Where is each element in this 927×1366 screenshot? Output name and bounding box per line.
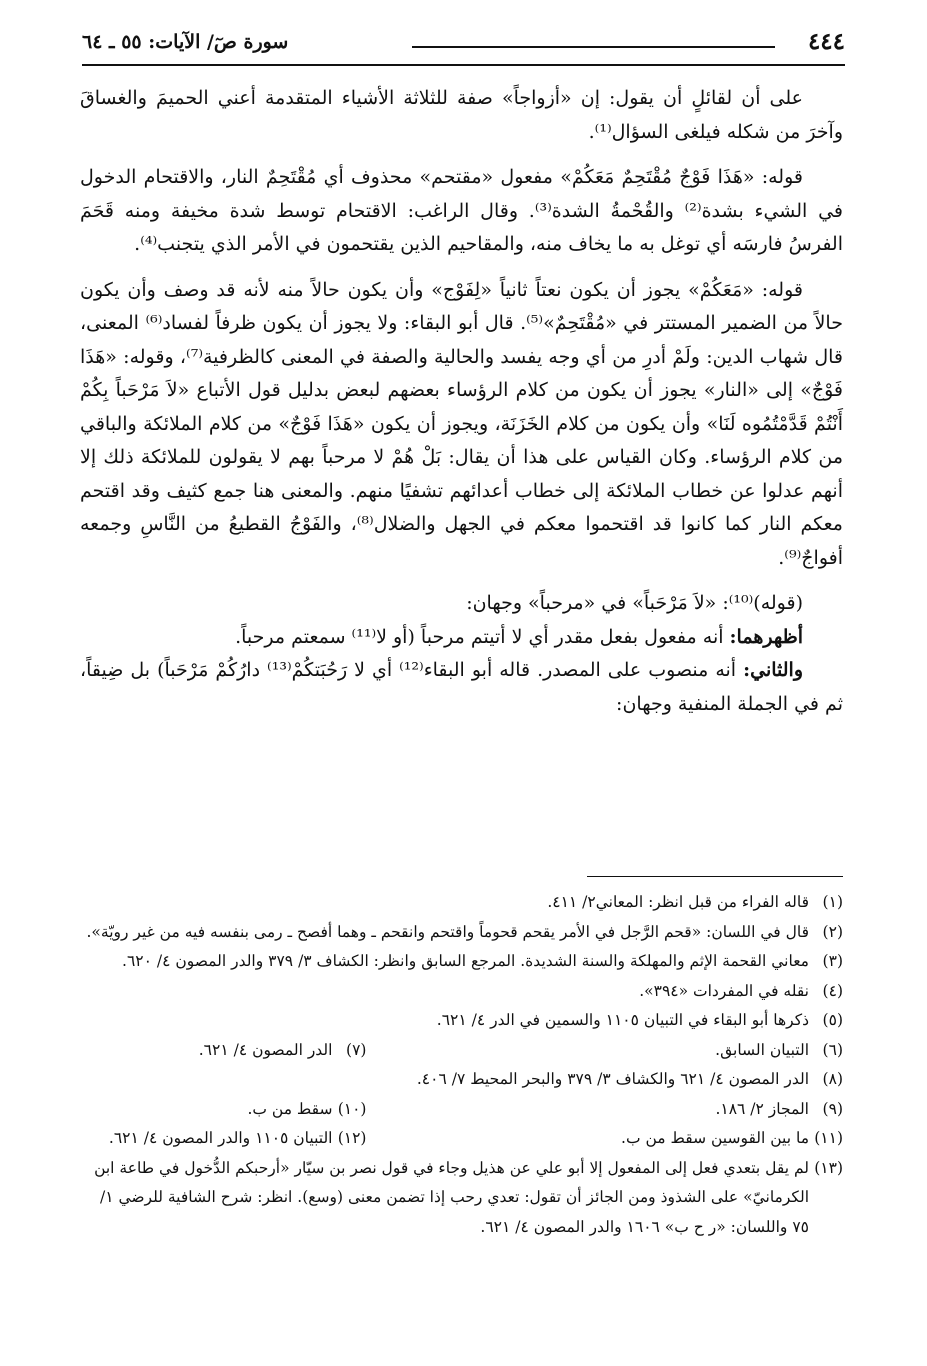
footnote — [80, 947, 843, 977]
footnote-number: (١١) — [814, 1129, 843, 1147]
footnote-text: الدر المصون ٤/ ٦٢١. — [198, 1040, 333, 1059]
footnote — [80, 1065, 843, 1095]
footnote-number: (٧) — [346, 1040, 367, 1059]
item-lead: أظهرهما: — [729, 625, 803, 648]
footnote-pair — [80, 1095, 843, 1125]
footnote — [80, 1124, 366, 1154]
main-text — [80, 82, 843, 721]
footnote-text: قال في اللسان: «قحم الرَّجل في الأمر يقحم قحوماً واقتحم وانقحم ـ وهما أفصح ـ رمى بنفسه فيه من غير رويّة». — [86, 922, 809, 941]
footnote — [366, 1095, 843, 1125]
footnote-text: نقله في المفردات «٣٩٤». — [639, 981, 809, 1000]
footnote-number: (٢) — [822, 922, 843, 941]
footnote-number: (١) — [822, 893, 843, 911]
footnote-text: معاني القحمة الإثم والمهلكة والسنة الشديدة. المرجع السابق وانظر: الكشاف ٣/ ٣٧٩ والدر المصون ٤/ ٦٢٠. — [122, 952, 809, 970]
footnote-number: (٩) — [822, 1099, 843, 1118]
footnote — [80, 977, 843, 1007]
footnote-text: الدر المصون ٤/ ٦٢١ والكشاف ٣/ ٣٧٩ والبحر المحيط ٧/ ٤٠٦. — [416, 1070, 809, 1088]
page-number: ٤٤٤ — [807, 28, 845, 55]
footnote-number: (١٢) — [337, 1129, 367, 1147]
footnote — [80, 1036, 366, 1066]
page-header — [82, 26, 845, 60]
paragraph: قوله: «هَذَا فَوْجٌ مُقْتَحِمٌ مَعَكُمْ» مفعول «مقتحم» محذوف أي مُقْتَحِمٌ النار، والاقتحام الدخول في الشيء بشدة⁽²⁾ والقُحْمةُ الشدة⁽³⁾. وقال الراغب: الاقتحام توسط شدة مخيفة ومنه قَحَمَ الفرسُ فارسَه أي توغل به ما يخاف منه، والمقاحيم الذين يقتحمون في الأمر الذي يتجنب⁽⁴⁾. — [80, 166, 844, 255]
item-text: أنه مفعول بفعل مقدر أي لا أتيتم مرحباً (أو لا⁽¹¹⁾ سمعتم مرحباً. — [235, 625, 730, 648]
footnote-pair — [80, 1124, 843, 1154]
footnote-number: (٥) — [822, 1011, 843, 1029]
list-item — [80, 621, 843, 655]
footnote-number: (١٣) — [814, 1158, 843, 1177]
paragraph: قوله: «مَعَكُمْ» يجوز أن يكون نعتاً ثانياً «لِفَوْج» وأن يكون حالاً منه لأنه قد وصف وأن يكون حالاً من الضمير المستتر في «مُقْتَحِمٌ»⁽⁵⁾. قال أبو البقاء: ولا يجوز أن يكون ظرفاً لفساد⁽⁶⁾ المعنى، قال شهاب الدين: ولَمْ أدرِ من أي وجه يفسد والحالية والصفة في المعنى كالظرفية⁽⁷⁾، وقوله: «هَذَا فَوْجٌ» إلى «النار» يجوز أن يكون من كلام الرؤساء بعضهم لبعض بدليل قول الأتباع «لاَ مَرْحَباً بِكُمْ أَنْتُمْ قَدَّمْتُمُوه لَنَا» وأن يكون من كلام الخَزَنَة، ويجوز أن يكون «هَذَا فَوْجٌ» من كلام الملائكة والباقي من كلام الرؤساء. وكان القياس على هذا أن يقال: بَلْ هُمْ لا مرحباً بهم لا يقولون للملائكة ذلك إلا أنهم عدلوا عن خطاب الملائكة إلى خطاب أعدائهم تشفيًا منهم. والمعنى هنا جمع كثيف وقد اقتحم معكم النار كما كانوا قد اقتحموا معكم في الجهل والضلال⁽⁸⁾، والفَوْجُ القطيعُ من النَّاسِ وجمعه أفواجٌ⁽⁹⁾. — [80, 278, 843, 569]
footnote — [80, 918, 843, 948]
footnote — [80, 888, 843, 918]
footnote — [80, 1095, 366, 1125]
footnote — [366, 1124, 843, 1154]
running-title: سورة صٓ/ الآيات: ٥٥ ـ ٦٤ — [82, 31, 289, 53]
footnote-text: قاله الفراء من قبل انظر: المعاني٢/ ٤١١. — [547, 893, 809, 911]
footnote-text: التبيان السابق. — [715, 1040, 809, 1059]
footnote-number: (٤) — [822, 981, 843, 1000]
footnote-number: (٨) — [822, 1070, 843, 1088]
footnotes — [80, 888, 843, 1242]
footnote — [80, 1006, 843, 1036]
footnote-number: (١٠) — [337, 1099, 367, 1118]
list-item — [80, 654, 843, 721]
footnote-pair — [80, 1036, 843, 1066]
footnote-number: (٦) — [822, 1040, 843, 1059]
paragraph: على أن لقائلٍ أن يقول: إن «أزواجاً» صفة للثلاثة الأشياء المتقدمة أعني الحميمَ والغساقَ وآخرَ من شكله فيلغى السؤال⁽¹⁾. — [80, 87, 843, 143]
footnote-text: ذكرها أبو البقاء في التبيان ١١٠٥ والسمين في الدر ٤/ ٦٢١. — [436, 1011, 809, 1029]
footnote-rule — [587, 876, 843, 877]
header-dash-rule — [412, 46, 775, 48]
footnote — [80, 1154, 843, 1243]
footnote — [366, 1036, 843, 1066]
header-rule — [82, 64, 845, 66]
item-text: أنه منصوب على المصدر. قاله أبو البقاء⁽¹²⁾ أي لا رَحُبَتكُمْ⁽¹³⁾ دارُكُمْ مَرْحَباً) بل ضِيقاً، ثم في الجملة المنفية وجهان: — [80, 659, 843, 715]
item-text: (قوله)⁽¹⁰⁾: «لاَ مَرْحَباً» في «مرحباً» وجهان: — [466, 592, 803, 614]
footnote-text: سقط من ب. — [247, 1099, 333, 1118]
footnote-text: لم يقل بتعدي فعل إلى المفعول إلا أبو علي عن هذيل وجاء في قول نصر بن سيّار «أرحبكم الدُّخول في طاعة ابن الكرمانيّ» على الشذوذ ومن الجائز أن تقول: تعدي رحب إذا تضمن معنى (وسع). انظر: شرح الشافية للرضي ١/ ٧٥ واللسان: «ر ح ب» ١٦٠٦ والدر المصون ٤/ ٦٢١. — [94, 1158, 809, 1236]
footnote-text: ما بين القوسين سقط من ب. — [621, 1129, 809, 1147]
list-item — [80, 587, 843, 621]
footnote-number: (٣) — [822, 952, 843, 970]
item-lead: والثاني: — [743, 659, 803, 681]
footnote-text: المجاز ٢/ ١٨٦. — [715, 1099, 809, 1118]
footnote-text: التبيان ١١٠٥ والدر المصون ٤/ ٦٢١. — [108, 1129, 333, 1147]
